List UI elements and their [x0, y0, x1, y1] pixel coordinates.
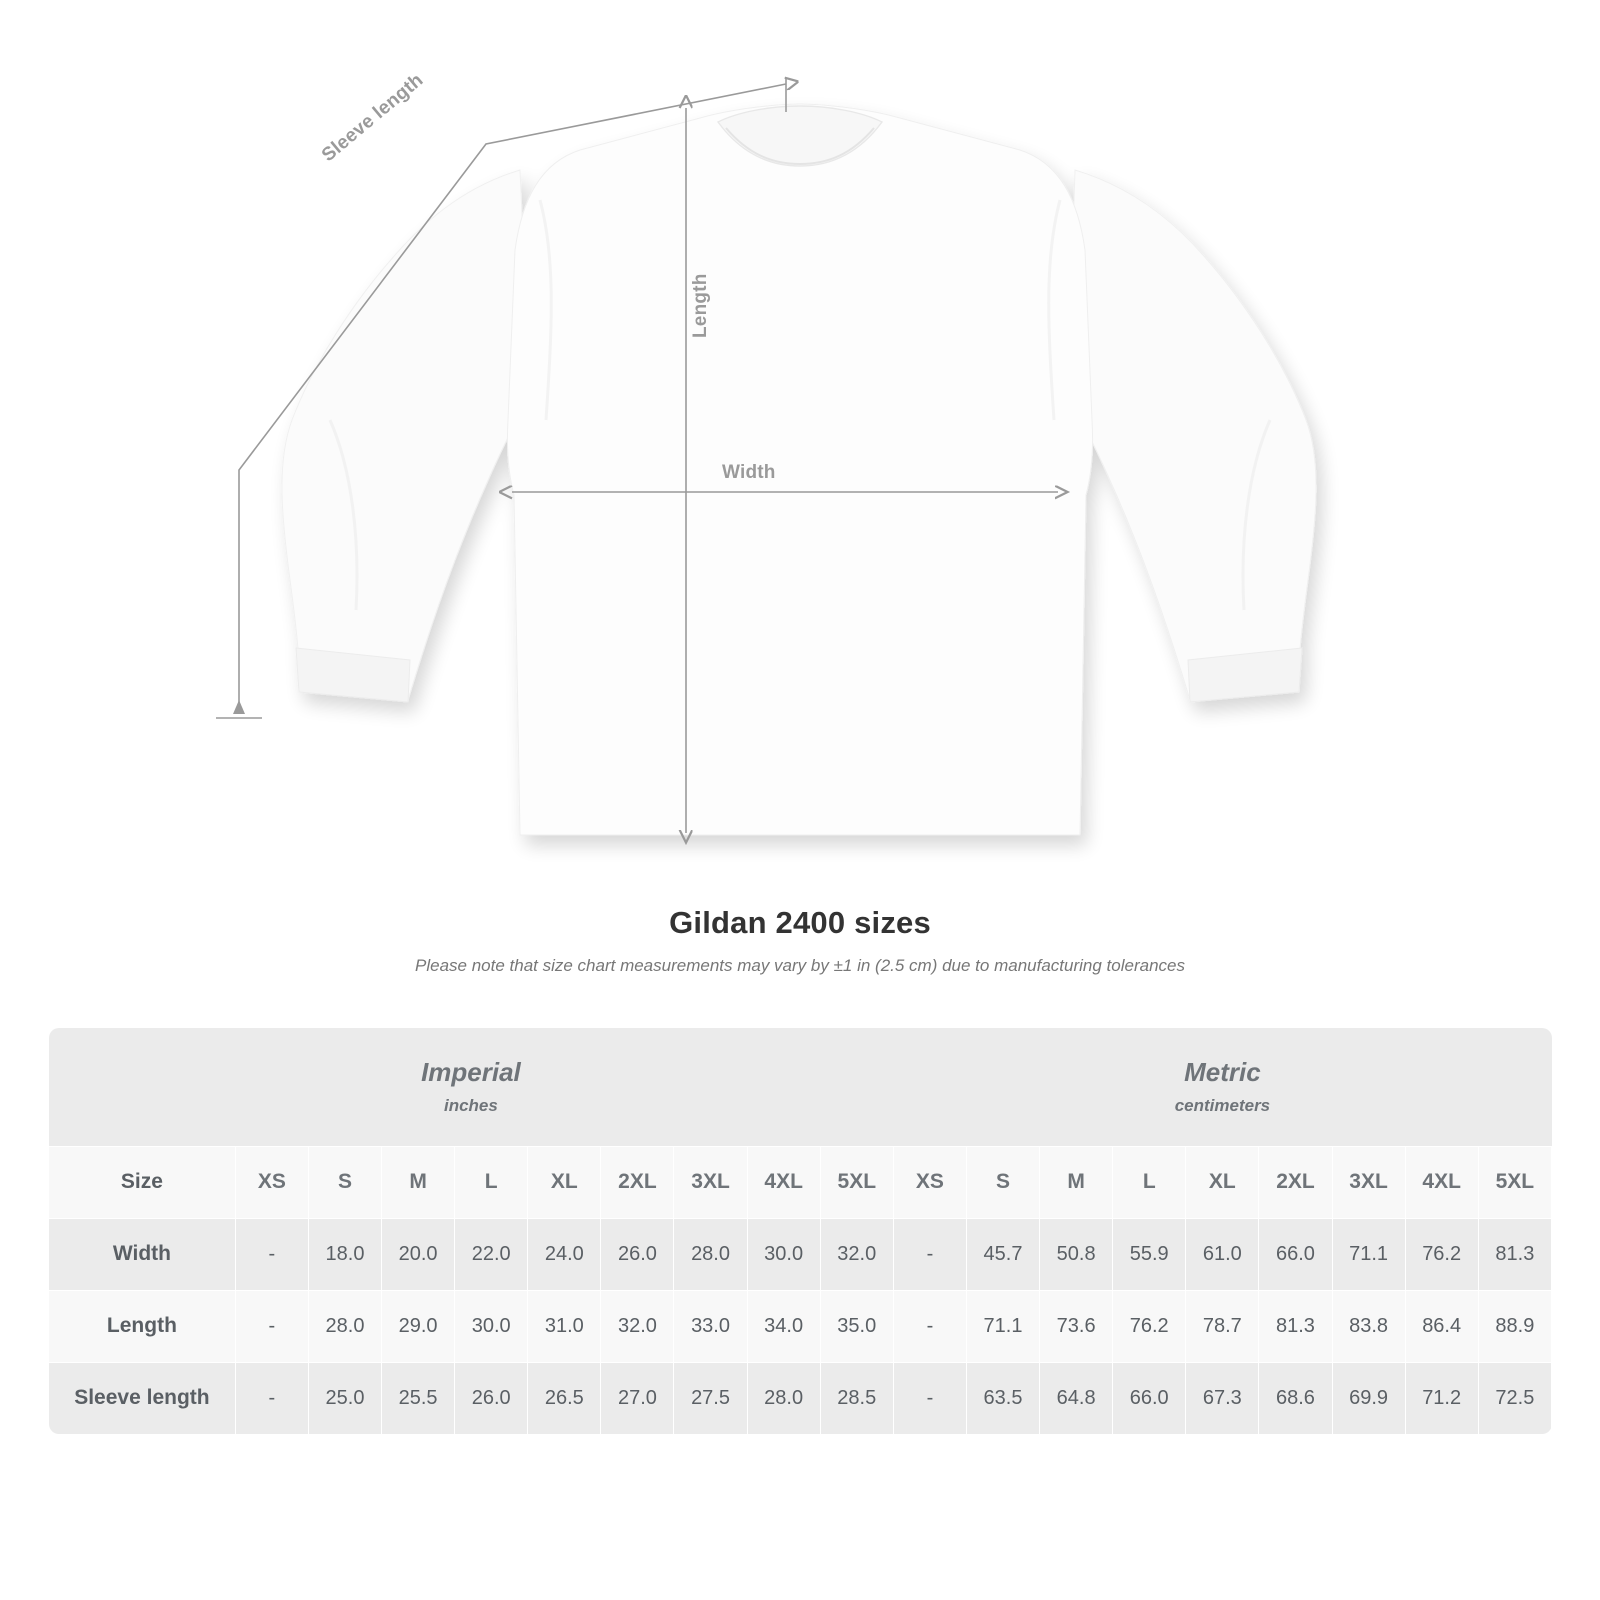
- size-header-imperial-m: M: [382, 1146, 455, 1218]
- size-header-imperial-5xl: 5XL: [820, 1146, 893, 1218]
- row-label-width: Width: [49, 1218, 236, 1290]
- cell-length-metric-s: 71.1: [966, 1290, 1039, 1362]
- cell-sleeve-metric-5xl: 72.5: [1478, 1362, 1551, 1434]
- size-header-imperial-xs: XS: [235, 1146, 308, 1218]
- cell-sleeve-metric-xl: 67.3: [1186, 1362, 1259, 1434]
- metric-group-header: [893, 1028, 1551, 1146]
- shirt-shape: [282, 104, 1316, 835]
- cell-sleeve-imperial-xs: -: [235, 1362, 308, 1434]
- row-label-sleeve-length: Sleeve length: [49, 1362, 236, 1434]
- cell-sleeve-metric-l: 66.0: [1113, 1362, 1186, 1434]
- cell-length-metric-m: 73.6: [1040, 1290, 1113, 1362]
- size-column-header: Size: [49, 1146, 236, 1218]
- size-header-imperial-4xl: 4XL: [747, 1146, 820, 1218]
- cell-width-imperial-xs: -: [235, 1218, 308, 1290]
- page-title: Gildan 2400 sizes: [669, 905, 931, 940]
- size-header-metric-s: S: [966, 1146, 1039, 1218]
- cell-width-metric-l: 55.9: [1113, 1218, 1186, 1290]
- size-header-metric-m: M: [1040, 1146, 1113, 1218]
- table-row: [49, 1290, 1552, 1362]
- size-table-container: [48, 1028, 1552, 1435]
- cell-length-imperial-5xl: 35.0: [820, 1290, 893, 1362]
- cell-length-imperial-3xl: 33.0: [674, 1290, 747, 1362]
- cell-sleeve-metric-4xl: 71.2: [1405, 1362, 1478, 1434]
- cell-width-metric-xl: 61.0: [1186, 1218, 1259, 1290]
- cell-length-imperial-m: 29.0: [382, 1290, 455, 1362]
- cell-width-imperial-2xl: 26.0: [601, 1218, 674, 1290]
- cell-length-imperial-xs: -: [235, 1290, 308, 1362]
- cell-width-imperial-xl: 24.0: [528, 1218, 601, 1290]
- cell-sleeve-imperial-m: 25.5: [382, 1362, 455, 1434]
- cell-width-metric-4xl: 76.2: [1405, 1218, 1478, 1290]
- cell-length-metric-xs: -: [893, 1290, 966, 1362]
- cell-length-metric-4xl: 86.4: [1405, 1290, 1478, 1362]
- cell-sleeve-imperial-s: 25.0: [308, 1362, 381, 1434]
- cell-sleeve-metric-3xl: 69.9: [1332, 1362, 1405, 1434]
- size-chart-table: [48, 1028, 1552, 1435]
- cell-length-imperial-4xl: 34.0: [747, 1290, 820, 1362]
- cell-length-metric-5xl: 88.9: [1478, 1290, 1551, 1362]
- size-header-imperial-s: S: [308, 1146, 381, 1218]
- sleeve-length-label: Sleeve length: [318, 69, 428, 167]
- cell-sleeve-imperial-2xl: 27.0: [601, 1362, 674, 1434]
- cell-width-imperial-4xl: 30.0: [747, 1218, 820, 1290]
- cell-width-metric-xs: -: [893, 1218, 966, 1290]
- row-label-length: Length: [49, 1290, 236, 1362]
- cell-sleeve-metric-xs: -: [893, 1362, 966, 1434]
- cell-width-imperial-s: 18.0: [308, 1218, 381, 1290]
- cell-width-imperial-5xl: 32.0: [820, 1218, 893, 1290]
- size-header-metric-5xl: 5XL: [1478, 1146, 1551, 1218]
- cell-width-metric-s: 45.7: [966, 1218, 1039, 1290]
- length-label: Length: [690, 273, 711, 338]
- unit-header-row: [49, 1028, 1552, 1146]
- size-header-metric-l: L: [1113, 1146, 1186, 1218]
- cell-width-imperial-l: 22.0: [455, 1218, 528, 1290]
- table-row: [49, 1218, 1552, 1290]
- metric-group-sub: centimeters: [1174, 1096, 1271, 1116]
- cell-width-imperial-m: 20.0: [382, 1218, 455, 1290]
- cell-sleeve-imperial-5xl: 28.5: [820, 1362, 893, 1434]
- size-header-metric-xs: XS: [893, 1146, 966, 1218]
- table-row: [49, 1362, 1552, 1434]
- cell-width-metric-3xl: 71.1: [1332, 1218, 1405, 1290]
- size-header-metric-xl: XL: [1186, 1146, 1259, 1218]
- cell-sleeve-imperial-l: 26.0: [455, 1362, 528, 1434]
- cell-sleeve-metric-s: 63.5: [966, 1362, 1039, 1434]
- width-label: Width: [722, 462, 776, 483]
- cell-sleeve-imperial-xl: 26.5: [528, 1362, 601, 1434]
- cell-sleeve-imperial-3xl: 27.5: [674, 1362, 747, 1434]
- size-header-metric-2xl: 2XL: [1259, 1146, 1332, 1218]
- imperial-group-sub: inches: [443, 1096, 498, 1116]
- cell-length-metric-xl: 78.7: [1186, 1290, 1259, 1362]
- cell-length-metric-2xl: 81.3: [1259, 1290, 1332, 1362]
- size-header-row: [49, 1146, 1552, 1218]
- cell-length-imperial-l: 30.0: [455, 1290, 528, 1362]
- size-header-metric-3xl: 3XL: [1332, 1146, 1405, 1218]
- imperial-group-header: [49, 1028, 894, 1146]
- cell-length-imperial-xl: 31.0: [528, 1290, 601, 1362]
- title-block: [0, 905, 1600, 976]
- cell-sleeve-imperial-4xl: 28.0: [747, 1362, 820, 1434]
- size-header-imperial-3xl: 3XL: [674, 1146, 747, 1218]
- cell-width-metric-2xl: 66.0: [1259, 1218, 1332, 1290]
- cell-sleeve-metric-m: 64.8: [1040, 1362, 1113, 1434]
- tolerance-note: Please note that size chart measurements may vary by ±1 in (2.5 cm) due to manufacturing tolerances: [415, 956, 1185, 975]
- cell-length-imperial-2xl: 32.0: [601, 1290, 674, 1362]
- size-header-imperial-l: L: [455, 1146, 528, 1218]
- size-header-imperial-2xl: 2XL: [601, 1146, 674, 1218]
- cell-width-metric-m: 50.8: [1040, 1218, 1113, 1290]
- cell-width-imperial-3xl: 28.0: [674, 1218, 747, 1290]
- size-header-imperial-xl: XL: [528, 1146, 601, 1218]
- sleeve-arrow-head: [233, 700, 245, 714]
- cell-length-imperial-s: 28.0: [308, 1290, 381, 1362]
- cell-width-metric-5xl: 81.3: [1478, 1218, 1551, 1290]
- cell-sleeve-metric-2xl: 68.6: [1259, 1362, 1332, 1434]
- cell-length-metric-3xl: 83.8: [1332, 1290, 1405, 1362]
- imperial-group-name: Imperial: [421, 1057, 521, 1088]
- cell-length-metric-l: 76.2: [1113, 1290, 1186, 1362]
- size-header-metric-4xl: 4XL: [1405, 1146, 1478, 1218]
- metric-group-name: Metric: [1184, 1057, 1261, 1088]
